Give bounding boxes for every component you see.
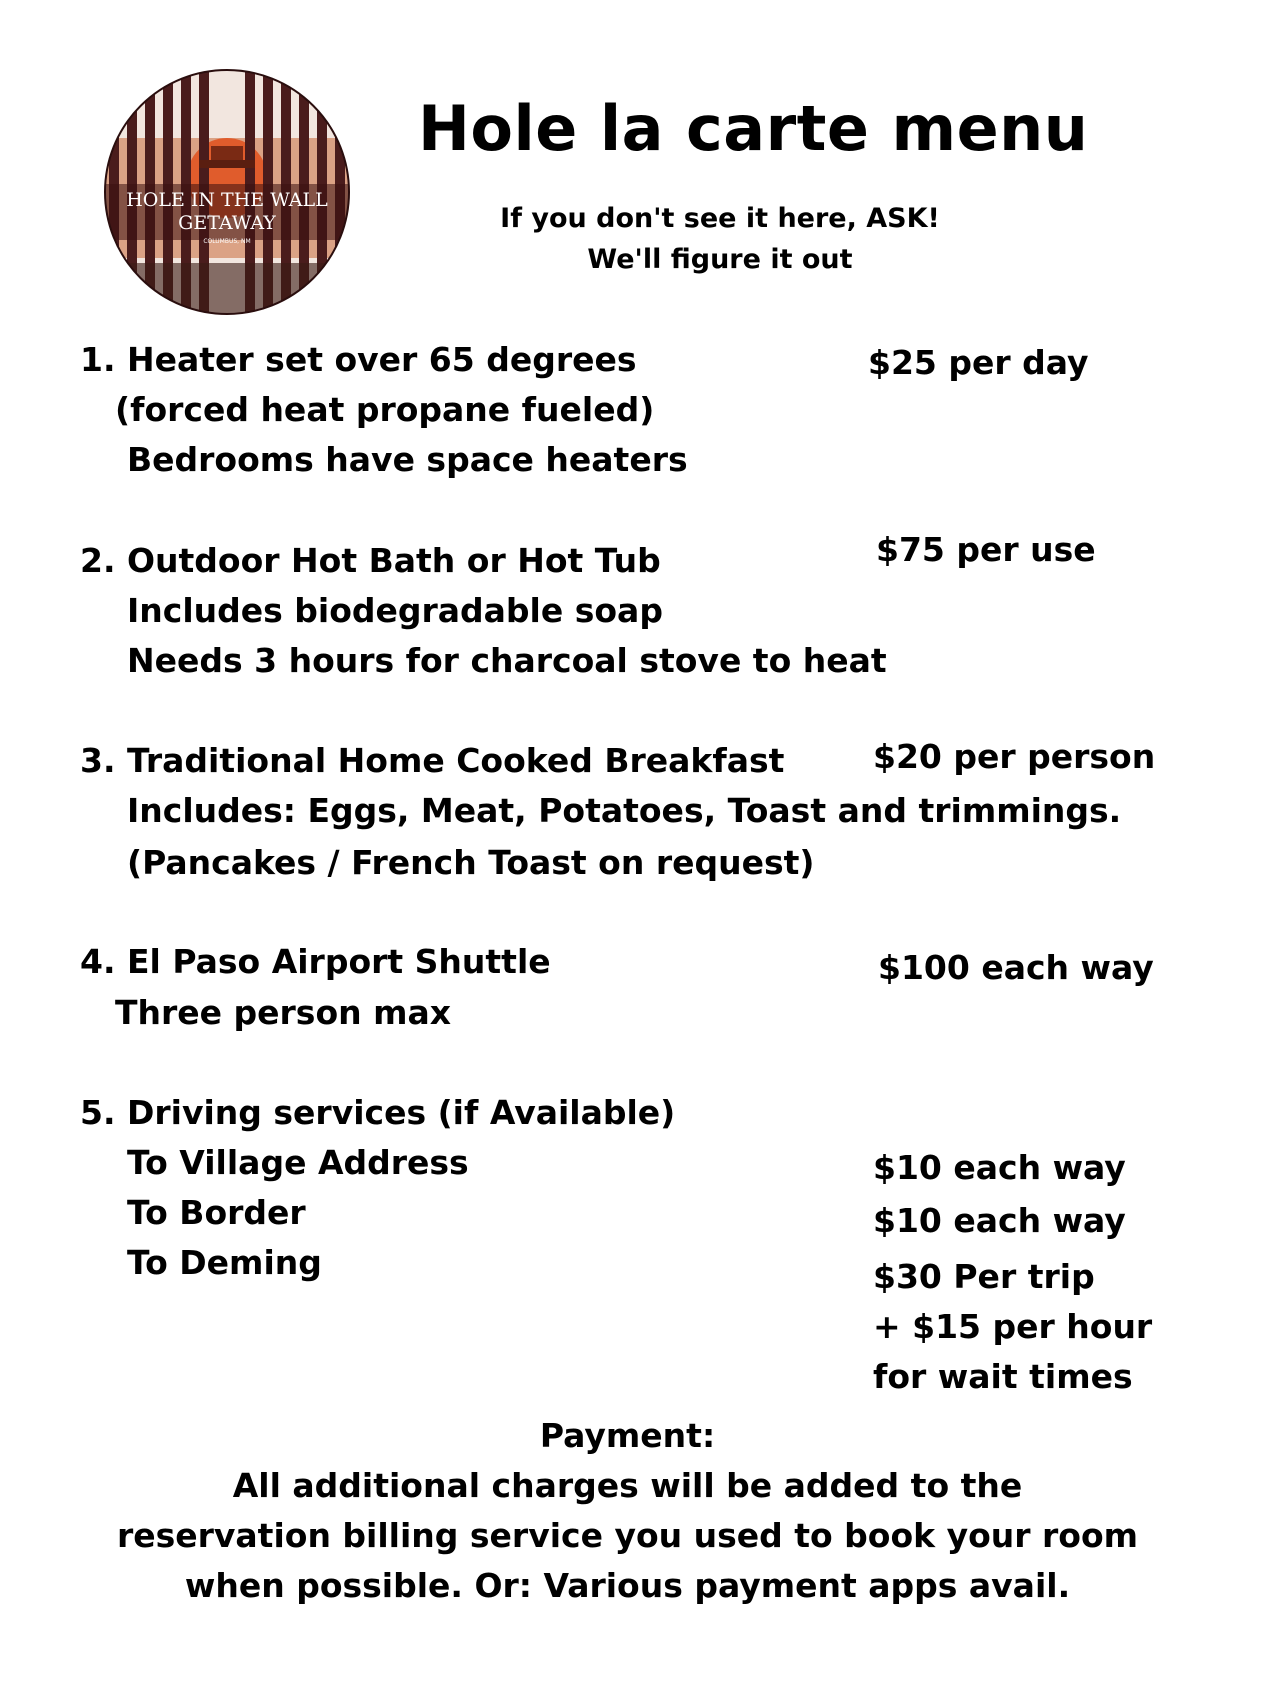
- item-5-detail-2: To Border: [127, 1193, 306, 1232]
- item-4-price: $100 each way: [878, 948, 1154, 987]
- item-2-detail-2: Needs 3 hours for charcoal stove to heat: [127, 641, 887, 680]
- payment-line-1: All additional charges will be added to the: [232, 1466, 1023, 1505]
- logo-line1: Hole in the Wall: [126, 189, 328, 211]
- item-5-price-3: $30 Per trip: [873, 1257, 1095, 1296]
- payment-line-3: when possible. Or: Various payment apps avail.: [184, 1566, 1071, 1605]
- item-1-price: $25 per day: [868, 343, 1089, 382]
- item-5-price-2: $10 each way: [873, 1201, 1126, 1240]
- logo-line3: Columbus, NM: [203, 238, 251, 245]
- item-5-price-1: $10 each way: [873, 1148, 1126, 1187]
- payment-heading: Payment:: [539, 1416, 716, 1455]
- item-3-title: 3. Traditional Home Cooked Breakfast: [80, 741, 785, 780]
- subtitle-line-1: If you don't see it here, ASK!: [500, 203, 940, 234]
- item-5-price-5: for wait times: [873, 1357, 1133, 1396]
- item-2-title: 2. Outdoor Hot Bath or Hot Tub: [80, 541, 661, 580]
- item-2-price: $75 per use: [876, 530, 1096, 569]
- item-3-price: $20 per person: [873, 737, 1156, 776]
- item-3-detail-1: Includes: Eggs, Meat, Potatoes, Toast and trimmings.: [127, 791, 1122, 830]
- item-1-detail-1: (forced heat propane fueled): [115, 390, 655, 429]
- item-5-detail-3: To Deming: [127, 1243, 322, 1282]
- item-3-detail-2: (Pancakes / French Toast on request): [127, 843, 815, 882]
- payment-line-2: reservation billing service you used to book your room: [116, 1516, 1139, 1555]
- item-5-detail-1: To Village Address: [127, 1143, 469, 1182]
- item-5-title: 5. Driving services (if Available): [80, 1093, 676, 1132]
- item-1-title: 1. Heater set over 65 degrees: [80, 340, 637, 379]
- item-4-detail-1: Three person max: [115, 993, 452, 1032]
- page-title: Hole la carte menu: [418, 92, 1089, 165]
- item-1-detail-2: Bedrooms have space heaters: [127, 440, 688, 479]
- subtitle-line-2: We'll figure it out: [587, 244, 853, 275]
- item-5-price-4: + $15 per hour: [873, 1307, 1153, 1346]
- logo-line2: Getaway: [178, 212, 276, 234]
- item-4-title: 4. El Paso Airport Shuttle: [80, 942, 551, 981]
- item-2-detail-1: Includes biodegradable soap: [127, 591, 663, 630]
